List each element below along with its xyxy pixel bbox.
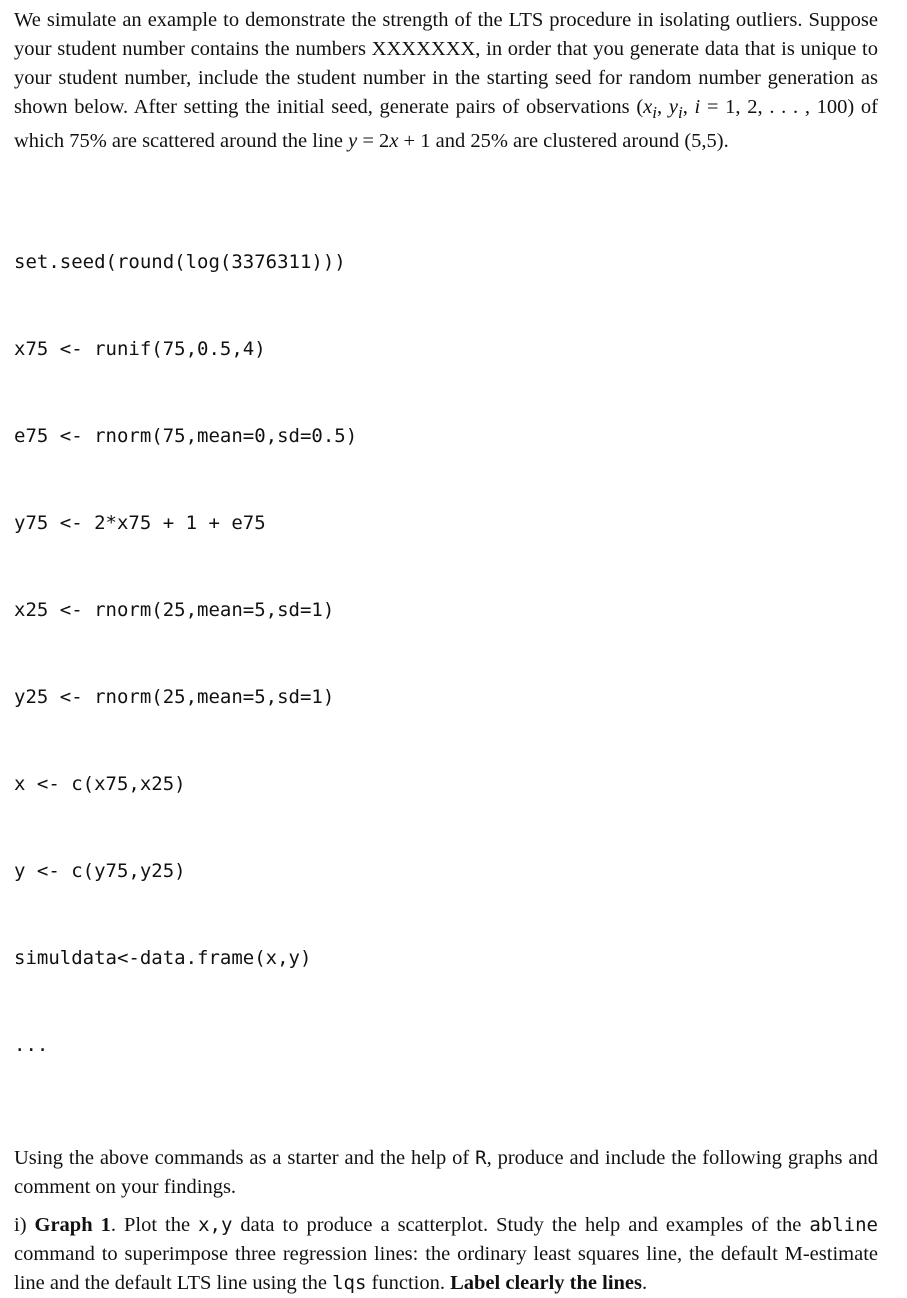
code-line: x75 <- runif(75,0.5,4) (14, 338, 266, 361)
math-x: x (643, 96, 653, 118)
r-code-block (14, 190, 878, 1118)
graph1-text-3: command to superimpose three regression lines: the ordinary least squares line, the default M-estimate line and the default LTS line using the (14, 1243, 878, 1295)
code-lqs: lqs (332, 1272, 367, 1295)
code-r: R (475, 1147, 487, 1170)
code-line: e75 <- rnorm(75,mean=0,sd=0.5) (14, 425, 358, 448)
code-ellipsis: ... (14, 1034, 49, 1057)
instructions-paragraph (14, 1144, 878, 1202)
math-line-x: x (389, 130, 399, 153)
code-line: simuldata<-data.frame(x,y) (14, 947, 312, 970)
code-line: y75 <- 2*x75 + 1 + e75 (14, 512, 266, 535)
code-xy: x,y (198, 1214, 233, 1237)
intro-text-range: = 1, 2, . . . , 100) of which 75% are scattered around the line (14, 96, 878, 153)
code-line: y <- c(y75,y25) (14, 860, 186, 883)
graph1-emphasis: Label clearly the lines (450, 1272, 642, 1295)
intro-text-end: + 1 and 25% are clustered around (5,5). (398, 130, 729, 153)
graph-title: Graph 1 (34, 1214, 111, 1237)
code-line: y25 <- rnorm(25,mean=5,sd=1) (14, 686, 335, 709)
math-sub-i: i (652, 103, 657, 123)
graph1-period: . (642, 1272, 648, 1295)
intro-text: We simulate an example to demonstrate the strength of the LTS procedure in isolating outliers. Suppose your student number contains the numbers XXXXXXX, in order that you generate data that is unique to your student number, include the student number in the starting seed for random number generation as shown below. After setting the initial seed, generate pairs of observations ( (14, 9, 878, 118)
item-label: i) (14, 1214, 35, 1237)
intro-paragraph (14, 6, 878, 156)
code-abline: abline (809, 1214, 878, 1237)
math-line-eq: = 2 (357, 130, 390, 153)
graph1-text-4: function. (366, 1272, 451, 1295)
code-line: x25 <- rnorm(25,mean=5,sd=1) (14, 599, 335, 622)
math-y: y (668, 96, 678, 118)
code-line: set.seed(round(log(3376311))) (14, 251, 346, 274)
math-i: i (694, 96, 701, 118)
graph1-text: . Plot the (110, 1214, 199, 1237)
math-comma: , (682, 96, 695, 118)
graph1-text-2: data to produce a scatterplot. Study the help and examples of the (232, 1214, 810, 1237)
math-line-y: y (348, 130, 358, 153)
math-comma: , (657, 96, 669, 118)
graph1-paragraph (14, 1211, 878, 1298)
math-sub-i: i (677, 103, 683, 123)
document-page (14, 6, 878, 1298)
instructions-text-end: , produce and include the following graphs and comment on your findings. (14, 1147, 878, 1199)
instructions-text: Using the above commands as a starter and the help of (14, 1147, 476, 1170)
code-line: x <- c(x75,x25) (14, 773, 186, 796)
